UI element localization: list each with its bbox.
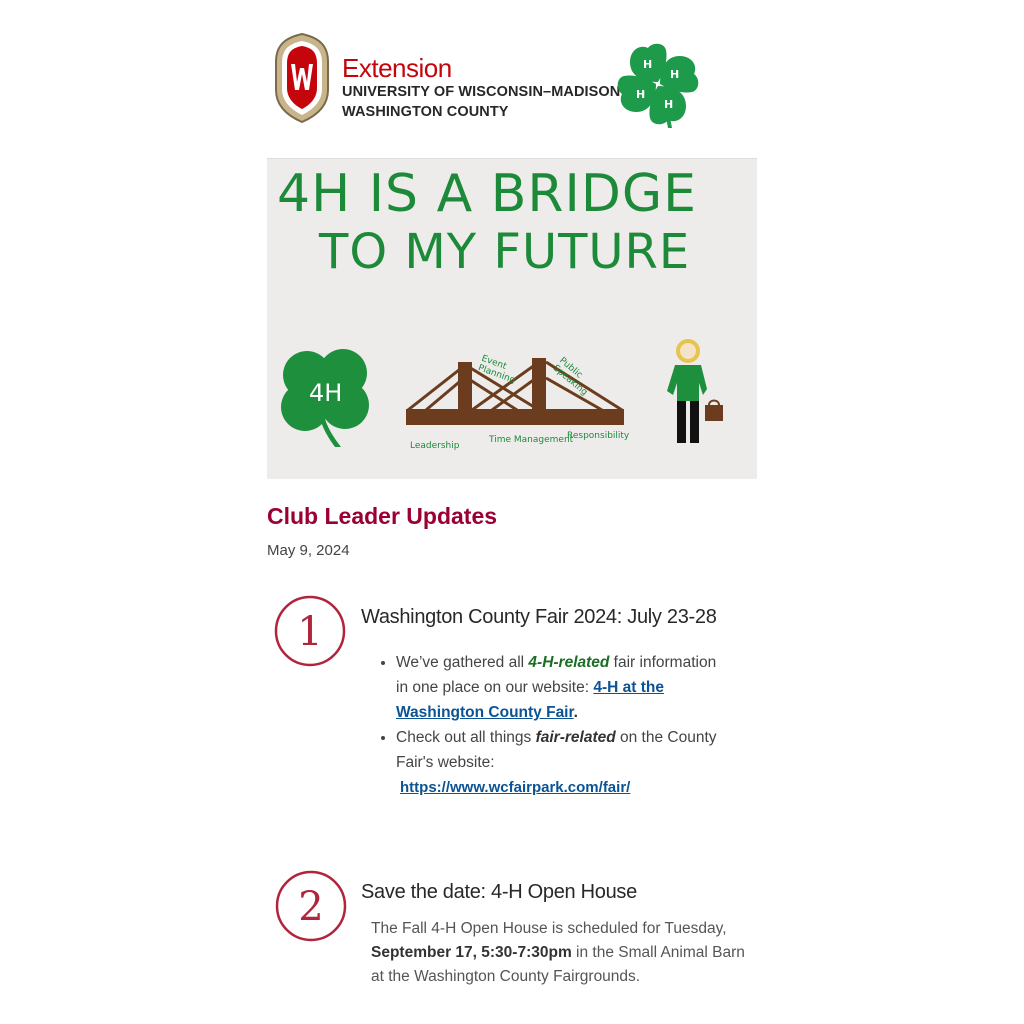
4h-clover-icon	[612, 38, 704, 130]
bullet1-text: We’ve gathered all	[396, 654, 529, 671]
bridge-label-event: Event Planning	[476, 353, 517, 386]
number-one-circle-icon	[272, 593, 348, 669]
bullet2-emphasis: fair-related	[535, 729, 616, 746]
hero-line-1: 4H IS A BRIDGE	[277, 164, 698, 224]
university-name: UNIVERSITY OF WISCONSIN–MADISON	[342, 84, 621, 100]
bridge-label-leadership: Leadership	[410, 441, 460, 451]
4h-fair-link[interactable]: 4-H at the Washington County Fair	[396, 679, 664, 721]
section2-text-end: in the Small Animal Barn at the Washington County Fairgrounds.	[371, 944, 745, 985]
bridge-label-time: Time Management	[489, 435, 574, 445]
county-fair-website-link[interactable]: https://www.wcfairpark.com/fair/	[400, 779, 631, 796]
section2-title: Save the date: 4-H Open House	[361, 881, 637, 903]
hero-line-2: TO MY FUTURE	[319, 224, 691, 280]
svg-text:H: H	[664, 98, 674, 111]
section2-text: The Fall 4-H Open House is scheduled for Tuesday,	[371, 920, 727, 937]
uw-crest-icon	[272, 32, 332, 124]
number-two-circle-icon	[273, 868, 349, 944]
extension-wordmark	[342, 54, 620, 122]
section1-title: Washington County Fair 2024: July 23-28	[361, 606, 717, 628]
list-item	[396, 725, 731, 800]
clover-label: 4H	[309, 379, 343, 407]
section2-date-bold: September 17, 5:30-7:30pm	[371, 944, 572, 961]
extension-title: Extension	[342, 53, 452, 83]
email-column	[267, 0, 757, 1024]
hero-poster-image	[267, 158, 757, 479]
page-title: Club Leader Updates	[267, 503, 498, 529]
bullet2-text: Check out all things	[396, 729, 536, 746]
bullet1-emphasis: 4-H-related	[528, 654, 610, 671]
svg-text:1: 1	[297, 609, 323, 655]
svg-text:H: H	[670, 68, 680, 81]
svg-text:H: H	[643, 58, 653, 71]
header	[272, 30, 762, 134]
section1-list	[396, 650, 731, 800]
page-date: May 9, 2024	[267, 542, 350, 559]
hero-headline	[277, 165, 757, 281]
bridge-label-responsibility: Responsibility	[567, 431, 630, 441]
section2-body	[371, 917, 751, 989]
bridge-label-speaking: Public Speaking	[550, 355, 590, 398]
list-item	[396, 650, 731, 725]
person-drawing-icon	[663, 337, 733, 449]
svg-text:H: H	[636, 88, 646, 101]
bullet2-text-mid: on the County Fair's website:	[396, 729, 717, 771]
county-name: WASHINGTON COUNTY	[342, 104, 509, 120]
bullet1-text-mid: fair information in one place on our website:	[396, 654, 717, 696]
bullet1-period: .	[573, 704, 578, 721]
svg-text:2: 2	[298, 884, 324, 930]
